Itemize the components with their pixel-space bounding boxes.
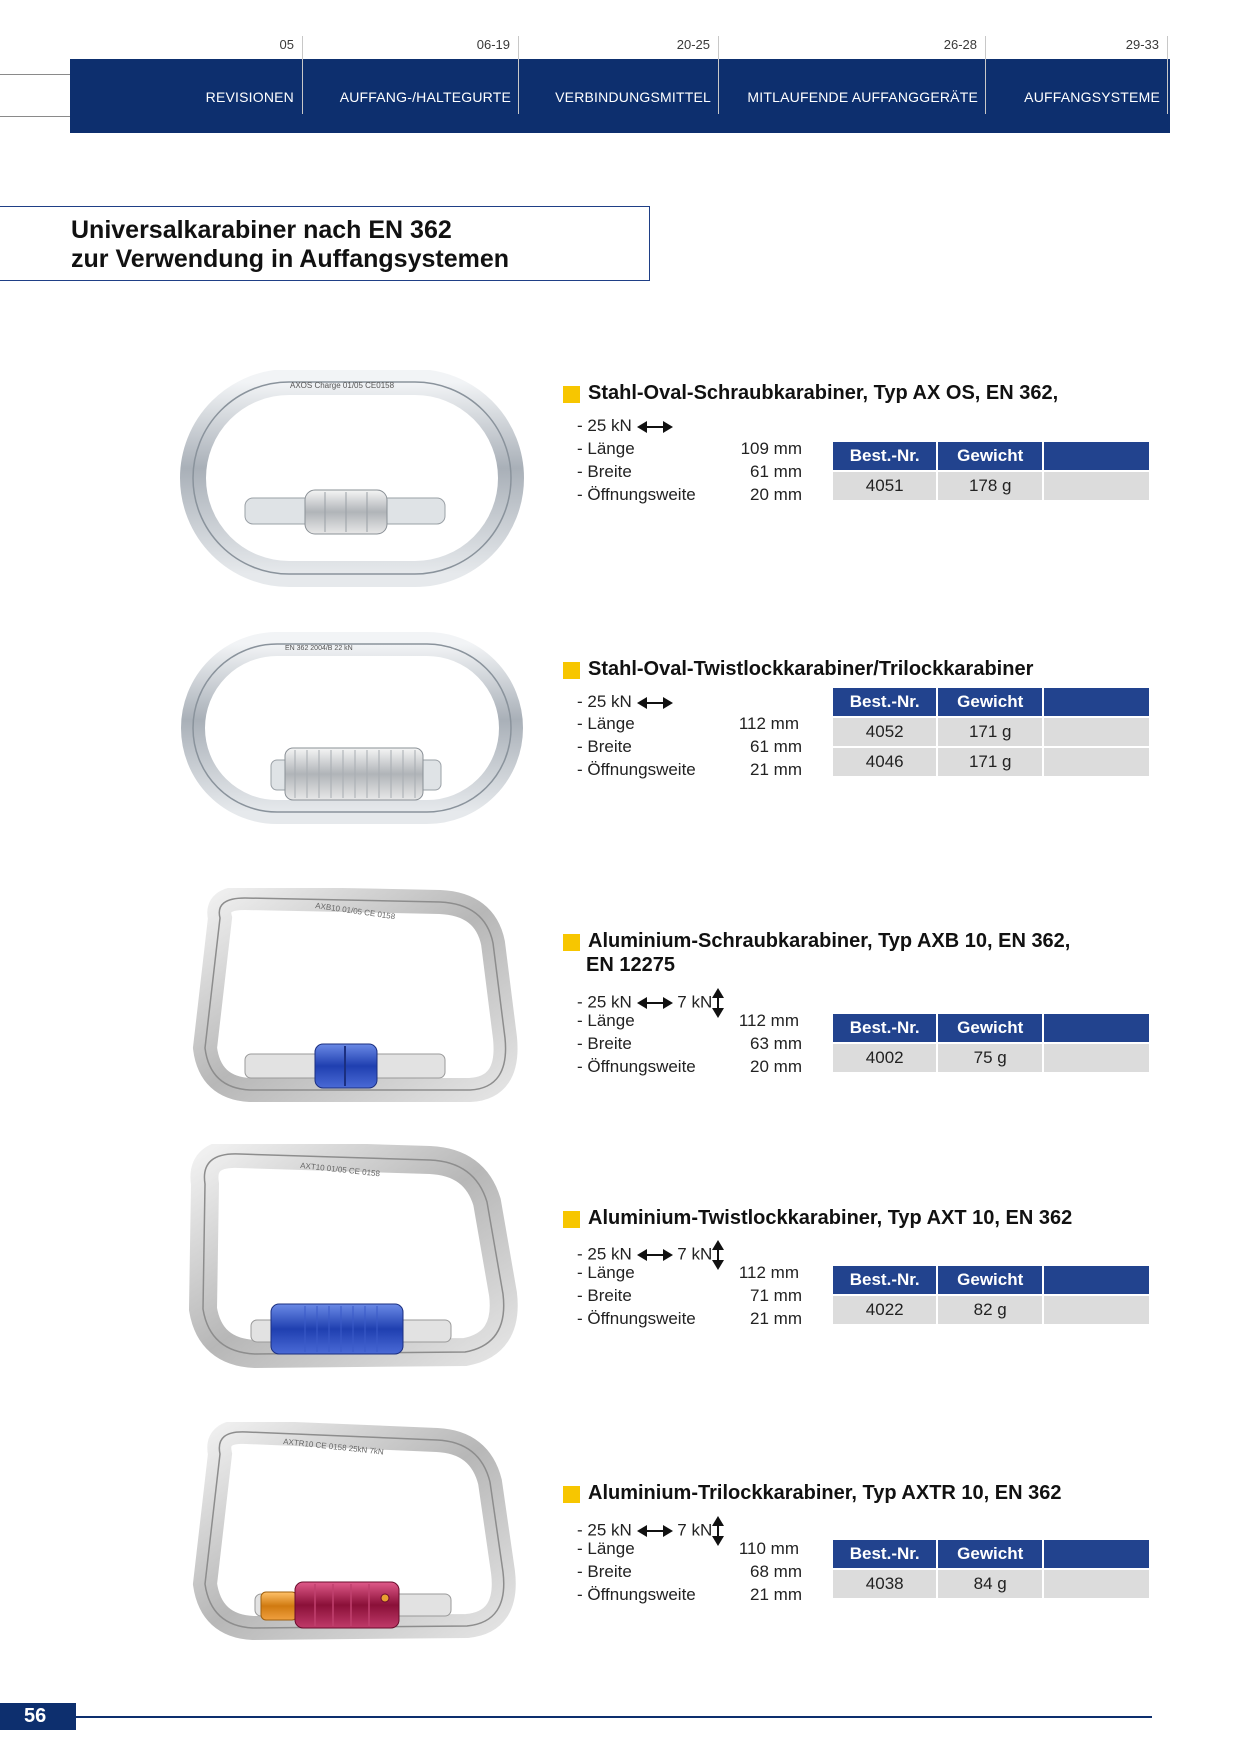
weight: 84 g: [937, 1569, 1043, 1599]
spec-width-label: - Breite: [577, 1034, 632, 1053]
product-twistlock-steel: [0, 636, 1240, 876]
carabiner-axtr-10-image: [175, 1422, 525, 1652]
spec-width-value: 68 mm: [750, 1562, 802, 1581]
strength-long: - 25 kN: [577, 992, 632, 1012]
spec-opening-label: - Öffnungsweite: [577, 1309, 696, 1328]
col-order-no: Best.-Nr.: [833, 1540, 937, 1569]
bullet-icon: [563, 386, 580, 403]
nav-separator: [518, 36, 519, 114]
spec-opening-label: - Öffnungsweite: [577, 1585, 696, 1604]
strength-long: - 25 kN: [577, 416, 632, 435]
spec-width-label: - Breite: [577, 462, 632, 481]
spec-strength: [577, 692, 673, 712]
nav-separator: [1167, 36, 1168, 114]
product-title-line-2: EN 12275: [586, 954, 675, 976]
spec-width-label: - Breite: [577, 737, 632, 756]
spec-width-label: - Breite: [577, 1562, 632, 1581]
order-no: 4038: [833, 1569, 937, 1599]
nav-separator: [985, 36, 986, 114]
col-empty: [1043, 688, 1150, 717]
product-title: Stahl-Oval-Schraubkarabiner, Typ AX OS, EN 362,: [588, 382, 1059, 404]
footer-rule: [76, 1716, 1152, 1718]
nav-link-mitlaufende[interactable]: MITLAUFENDE AUFFANGGERÄTE: [747, 89, 978, 105]
order-table: [833, 442, 1151, 502]
engraving-text: AXB10 01/05 CE 0158: [314, 901, 396, 922]
table-row: [833, 1569, 1150, 1599]
spec-length-label: - Länge: [577, 439, 635, 458]
spec-strength: [577, 416, 673, 436]
col-weight: Gewicht: [937, 1540, 1043, 1569]
spec-width-value: 71 mm: [750, 1286, 802, 1305]
double-arrow-horizontal-icon: [637, 1525, 673, 1537]
spec-opening-value: 21 mm: [750, 760, 802, 779]
strength-cross: 7 kN: [677, 992, 713, 1012]
order-no: 4046: [833, 747, 937, 777]
nav-left-rule-top: [0, 74, 72, 75]
nav-link-auffanggurte[interactable]: AUFFANG-/HALTEGURTE: [339, 89, 511, 105]
nav-link-verbindungsmittel[interactable]: VERBINDUNGSMITTEL: [555, 89, 711, 105]
strength-cross: 7 kN: [677, 1244, 713, 1264]
spec-opening-label: - Öffnungsweite: [577, 485, 696, 504]
bullet-icon: [563, 1211, 580, 1228]
order-table: [833, 1014, 1151, 1074]
page-title-line-2: zur Verwendung in Auffangsystemen: [71, 245, 510, 273]
product-axtr-10: [0, 1424, 1240, 1664]
col-order-no: Best.-Nr.: [833, 688, 937, 717]
col-weight: Gewicht: [937, 1266, 1043, 1295]
nav-pages-auffanggurte: 06-19: [476, 37, 510, 52]
nav-separator: [718, 36, 719, 114]
product-ax-os: [0, 370, 1240, 610]
col-weight: Gewicht: [937, 1014, 1043, 1043]
spec-opening-label: - Öffnungsweite: [577, 1057, 696, 1076]
spec-width-value: 61 mm: [750, 737, 802, 756]
spec-width-value: 63 mm: [750, 1034, 802, 1053]
empty-cell: [1043, 1569, 1150, 1599]
bullet-icon: [563, 934, 580, 951]
carabiner-ax-os-image: [175, 370, 525, 600]
carabiner-twistlock-steel-image: [175, 632, 525, 862]
nav-pages-mitlaufende: 26-28: [943, 37, 977, 52]
double-arrow-horizontal-icon: [637, 997, 673, 1009]
spec-length-label: - Länge: [577, 1011, 635, 1030]
double-arrow-horizontal-icon: [637, 421, 673, 433]
spec-length-value: 112 mm: [738, 1263, 799, 1282]
empty-cell: [1043, 471, 1150, 501]
order-no: 4052: [833, 717, 937, 747]
product-title: Aluminium-Twistlockkarabiner, Typ AXT 10, EN 362: [588, 1207, 1073, 1229]
empty-cell: [1043, 1295, 1150, 1325]
engraving-text: AXTR10 CE 0158 25kN 7kN: [282, 1437, 385, 1457]
product-axb-10: [0, 890, 1240, 1130]
nav-link-revisionen[interactable]: REVISIONEN: [205, 89, 294, 105]
order-no: 4022: [833, 1295, 937, 1325]
col-empty: [1043, 1266, 1150, 1295]
nav-link-auffangsysteme[interactable]: AUFFANGSYSTEME: [1024, 89, 1160, 105]
spec-length-value: 110 mm: [738, 1539, 799, 1558]
strength-long: - 25 kN: [577, 1520, 632, 1540]
order-table: [833, 688, 1151, 778]
table-row: [833, 1295, 1150, 1325]
nav-pages-revisionen: 05: [279, 37, 294, 52]
weight: 75 g: [937, 1043, 1043, 1073]
bullet-icon: [563, 662, 580, 679]
spec-width-value: 61 mm: [750, 462, 802, 481]
order-no: 4051: [833, 471, 937, 501]
col-empty: [1043, 1540, 1150, 1569]
empty-cell: [1043, 717, 1150, 747]
nav-separator: [302, 36, 303, 114]
spec-opening-value: 20 mm: [750, 1057, 802, 1076]
weight: 171 g: [937, 717, 1043, 747]
col-weight: Gewicht: [937, 442, 1043, 471]
col-order-no: Best.-Nr.: [833, 1266, 937, 1295]
col-weight: Gewicht: [937, 688, 1043, 717]
engraving-text: EN 362 2004/B 22 kN: [285, 645, 353, 652]
nav-left-rule-bottom: [0, 116, 72, 117]
table-row: [833, 1043, 1150, 1073]
product-axt-10: [0, 1150, 1240, 1390]
nav-pages-auffangsysteme: 29-33: [1125, 37, 1159, 52]
col-empty: [1043, 442, 1150, 471]
spec-length-label: - Länge: [577, 714, 635, 733]
bullet-icon: [563, 1486, 580, 1503]
page-number: 56: [24, 1705, 47, 1727]
product-title: Aluminium-Trilockkarabiner, Typ AXTR 10, EN 362: [588, 1482, 1062, 1504]
strength-long: - 25 kN: [577, 1244, 632, 1264]
strength-long: - 25 kN: [577, 692, 632, 711]
spec-opening-value: 21 mm: [750, 1585, 802, 1604]
spec-length-value: 112 mm: [738, 714, 799, 733]
col-empty: [1043, 1014, 1150, 1043]
nav-pages-verbindungsmittel: 20-25: [676, 37, 710, 52]
order-no: 4002: [833, 1043, 937, 1073]
carabiner-axb-10-image: [175, 888, 525, 1118]
order-table: [833, 1540, 1151, 1600]
double-arrow-horizontal-icon: [637, 697, 673, 709]
spec-width-label: - Breite: [577, 1286, 632, 1305]
spec-length-value: 109 mm: [740, 439, 802, 458]
spec-length-label: - Länge: [577, 1539, 635, 1558]
engraving-text: AXT10 01/05 CE 0158: [299, 1161, 381, 1179]
table-row: [833, 471, 1150, 501]
spec-length-value: 112 mm: [738, 1011, 799, 1030]
spec-opening-value: 20 mm: [750, 485, 802, 504]
page-title-line-1: Universalkarabiner nach EN 362: [71, 216, 452, 244]
double-arrow-horizontal-icon: [637, 1249, 673, 1261]
col-order-no: Best.-Nr.: [833, 442, 937, 471]
empty-cell: [1043, 747, 1150, 777]
table-row: [833, 747, 1150, 777]
strength-cross: 7 kN: [677, 1520, 713, 1540]
col-order-no: Best.-Nr.: [833, 1014, 937, 1043]
weight: 171 g: [937, 747, 1043, 777]
carabiner-axt-10-image: [175, 1144, 525, 1374]
engraving-text: AXOS Charge 01/05 CE0158: [290, 381, 395, 390]
order-table: [833, 1266, 1151, 1326]
product-title: Aluminium-Schraubkarabiner, Typ AXB 10, EN 362,: [588, 930, 1071, 952]
weight: 82 g: [937, 1295, 1043, 1325]
product-title: Stahl-Oval-Twistlockkarabiner/Trilockkarabiner: [588, 658, 1034, 680]
empty-cell: [1043, 1043, 1150, 1073]
spec-length-label: - Länge: [577, 1263, 635, 1282]
table-row: [833, 717, 1150, 747]
spec-opening-value: 21 mm: [750, 1309, 802, 1328]
spec-opening-label: - Öffnungsweite: [577, 760, 696, 779]
weight: 178 g: [937, 471, 1043, 501]
